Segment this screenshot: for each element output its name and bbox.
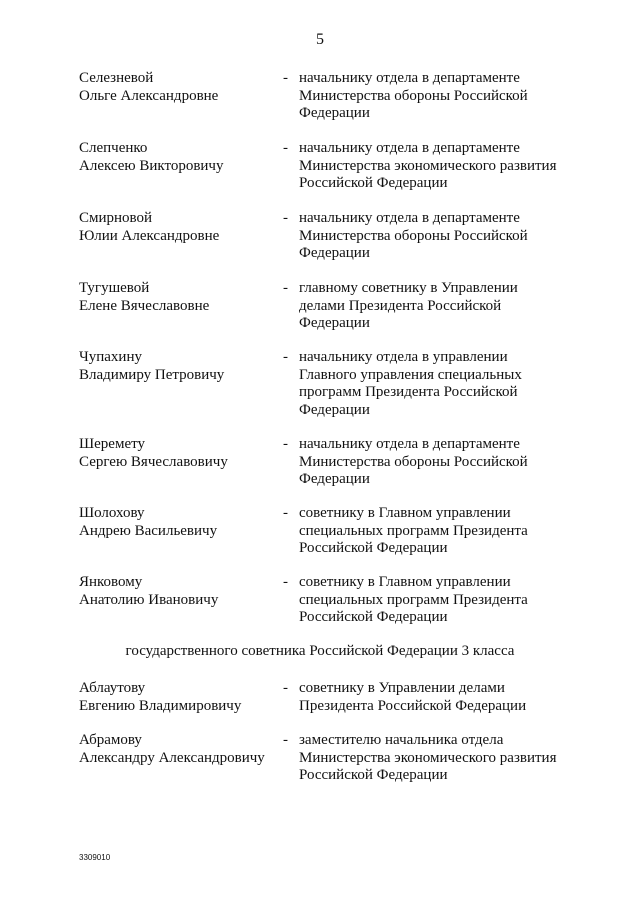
person-name: Янковому Анатолию Ивановичу	[79, 574, 219, 608]
dash-separator: -	[283, 210, 288, 226]
position-text: заместителю начальника отдела Министерства экономического развития Российской Федерации	[299, 732, 557, 783]
appointment-entry	[0, 70, 640, 130]
position-text: советнику в Управлении делами Президента Российской Федерации	[299, 680, 527, 714]
position-text: начальнику отдела в департаменте Министерства обороны Российской Федерации	[299, 210, 528, 261]
position-text: начальнику отдела в департаменте Министерства экономического развития Российской Федерации	[299, 140, 557, 191]
person-name: Абрамову Александру Александровичу	[79, 732, 265, 766]
position-text: начальнику отдела в департаменте Министерства обороны Российской Федерации	[299, 436, 528, 487]
appointment-entry	[0, 574, 640, 634]
appointment-entry	[0, 680, 640, 720]
document-code: 3309010	[79, 853, 111, 862]
dash-separator: -	[283, 70, 288, 86]
dash-separator: -	[283, 140, 288, 156]
position-text: советнику в Главном управлении специальных программ Президента Российской Федерации	[299, 505, 528, 556]
person-name: Селезневой Ольге Александровне	[79, 70, 219, 104]
position-text: советнику в Главном управлении специальных программ Президента Российской Федерации	[299, 574, 528, 625]
person-name: Чупахину Владимиру Петровичу	[79, 349, 225, 383]
person-name: Аблаутову Евгению Владимировичу	[79, 680, 242, 714]
page-number: 5	[316, 31, 324, 48]
dash-separator: -	[283, 732, 288, 748]
appointment-entry	[0, 210, 640, 270]
dash-separator: -	[283, 505, 288, 521]
appointment-entry	[0, 505, 640, 565]
person-name: Шеремету Сергею Вячеславовичу	[79, 436, 228, 470]
rank-section-title: государственного советника Российской Федерации 3 класса	[125, 643, 515, 659]
dash-separator: -	[283, 680, 288, 696]
appointment-entry	[0, 436, 640, 496]
person-name: Смирновой Юлии Александровне	[79, 210, 220, 244]
appointment-entry	[0, 349, 640, 427]
position-text: главному советнику в Управлении делами Президента Российской Федерации	[299, 280, 518, 331]
appointment-entry	[0, 280, 640, 340]
appointment-entry	[0, 732, 640, 792]
appointment-entry	[0, 140, 640, 200]
dash-separator: -	[283, 280, 288, 296]
dash-separator: -	[283, 574, 288, 590]
position-text: начальнику отдела в департаменте Министерства обороны Российской Федерации	[299, 70, 528, 121]
person-name: Шолохову Андрею Васильевичу	[79, 505, 218, 539]
position-text: начальнику отдела в управлении Главного управления специальных программ Президента Российской Федерации	[299, 349, 522, 418]
person-name: Слепченко Алексею Викторовичу	[79, 140, 224, 174]
dash-separator: -	[283, 349, 288, 365]
person-name: Тугушевой Елене Вячеславовне	[79, 280, 210, 314]
dash-separator: -	[283, 436, 288, 452]
